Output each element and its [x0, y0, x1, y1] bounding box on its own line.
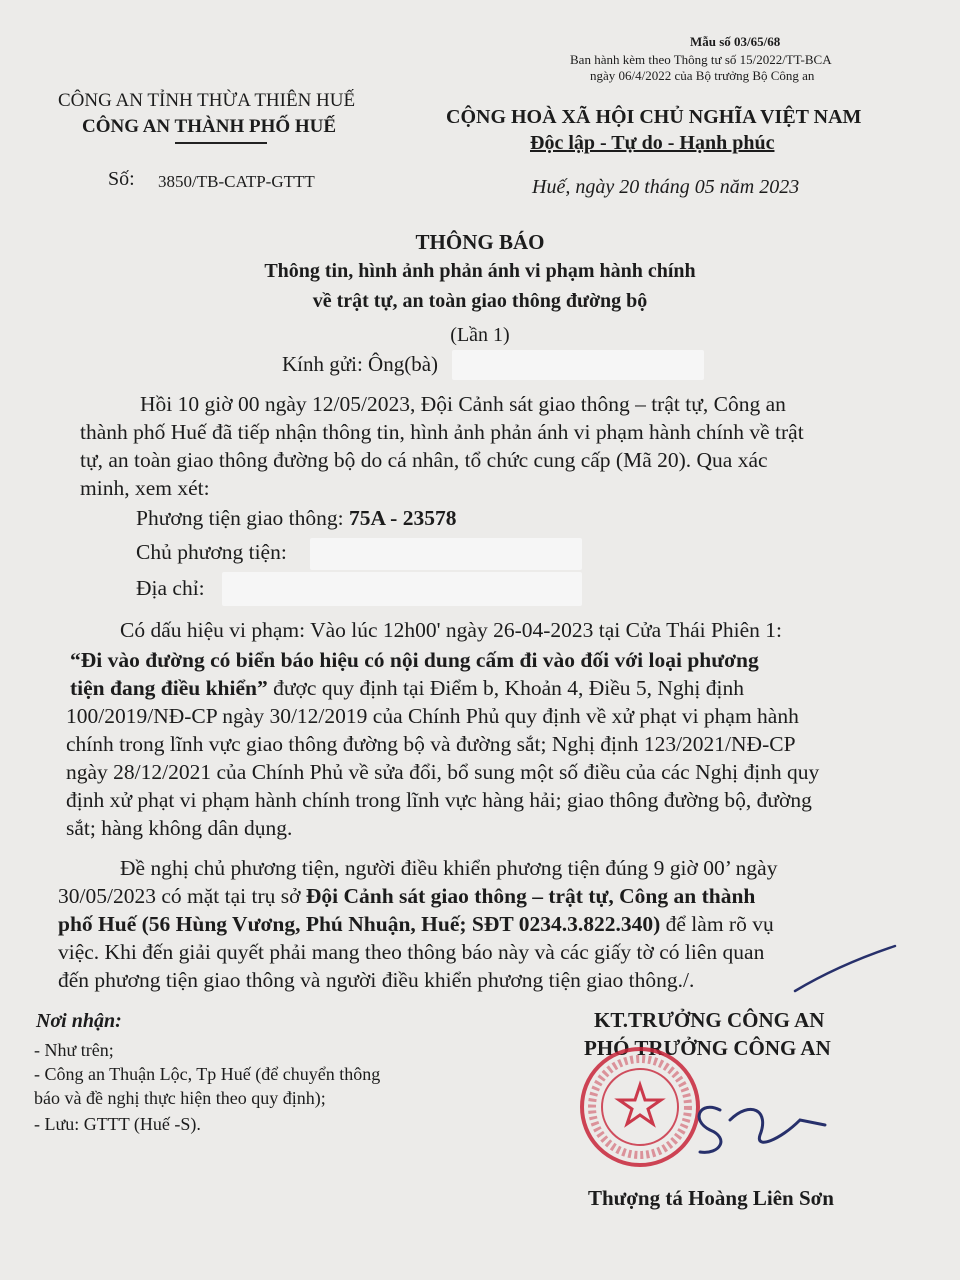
nation-name: CỘNG HOÀ XÃ HỘI CHỦ NGHĨA VIỆT NAM: [446, 106, 862, 128]
recipient-item: - Lưu: GTTT (Huế -S).: [34, 1114, 201, 1134]
request-bold: Đội Cảnh sát giao thông – trật tự, Công an thành: [305, 884, 756, 908]
agency-name: CÔNG AN THÀNH PHỐ HUẾ: [82, 116, 337, 137]
agency-parent: CÔNG AN TỈNH THỪA THIÊN HUẾ: [58, 90, 356, 111]
intro-line: Hồi 10 giờ 00 ngày 12/05/2023, Đội Cảnh sát giao thông – trật tự, Công an: [140, 392, 786, 416]
agency-underline: [175, 142, 267, 144]
violation-line: Có dấu hiệu vi phạm: Vào lúc 12h00' ngày 26-04-2023 tại Cửa Thái Phiên 1:: [120, 618, 783, 642]
nation-motto: Độc lập - Tự do - Hạnh phúc: [530, 132, 775, 154]
place-date: Huế, ngày 20 tháng 05 năm 2023: [532, 176, 800, 198]
recipient-item: báo và đề nghị thực hiện theo quy định);: [34, 1088, 326, 1108]
notice-subtitle-2: về trật tự, an toàn giao thông đường bộ: [312, 290, 648, 312]
request-rest: để làm rõ vụ: [660, 912, 774, 936]
violation-line: “Đi vào đường có biển báo hiệu có nội dung cấm đi vào đối với loại phương: [70, 648, 759, 672]
intro-line: tự, an toàn giao thông đường bộ do cá nhân, tổ chức cung cấp (Mã 20). Qua xác: [80, 448, 768, 472]
pen-mark-icon: [790, 936, 900, 996]
notice-subtitle-1: Thông tin, hình ảnh phản ánh vi phạm hành chính: [264, 260, 696, 282]
form-number: Mẫu số 03/65/68: [690, 34, 781, 49]
violation-line: chính trong lĩnh vực giao thông đường bộ và đường sắt; Nghị định 123/2021/NĐ-CP: [66, 732, 796, 756]
violation-line: sắt; hàng không dân dụng.: [66, 816, 293, 840]
recipients-label: Nơi nhận:: [36, 1010, 122, 1032]
request-line: [58, 912, 774, 937]
vehicle-owner-label: Chủ phương tiện:: [136, 540, 287, 564]
redacted-recipient: [452, 350, 704, 380]
violation-line: [70, 676, 744, 701]
intro-line: minh, xem xét:: [80, 476, 210, 500]
intro-line: thành phố Huế đã tiếp nhận thông tin, hình ảnh phản ánh vi phạm hành chính về trật: [80, 420, 804, 444]
vehicle-plate-row: [136, 506, 456, 531]
signature-title-1: KT.TRƯỞNG CÔNG AN: [594, 1008, 825, 1032]
request-bold: phố Huế (56 Hùng Vương, Phú Nhuận, Huế; SĐT 0234.3.822.340): [58, 912, 661, 936]
violation-bold: tiện đang điều khiển”: [70, 676, 268, 700]
recipient-label: Kính gửi: Ông(bà): [282, 352, 439, 376]
notice-title: THÔNG BÁO: [415, 230, 545, 254]
vehicle-plate-label: Phương tiện giao thông:: [136, 506, 344, 530]
violation-line: định xử phạt vi phạm hành chính trong lĩnh vực hàng hải; giao thông đường bộ, đường: [66, 788, 812, 812]
handwritten-signature-icon: [660, 1080, 840, 1170]
violation-rest: được quy định tại Điểm b, Khoản 4, Điều 5, Nghị định: [267, 676, 745, 700]
doc-number-label: Số:: [108, 168, 135, 190]
request-line: [58, 884, 755, 909]
request-plain: 30/05/2023 có mặt tại trụ sở: [58, 884, 306, 908]
notice-round: (Lần 1): [450, 324, 510, 346]
redacted-address: [222, 572, 582, 606]
violation-line: ngày 28/12/2021 của Chính Phủ về sửa đổi, bổ sung một số điều của các Nghị định quy: [66, 760, 820, 784]
recipient-item: - Như trên;: [34, 1040, 114, 1060]
signature-title-2: PHÓ TRƯỞNG CÔNG AN: [584, 1036, 831, 1060]
request-line: đến phương tiện giao thông và người điều khiển phương tiện giao thông./.: [58, 968, 695, 992]
signer-name: Thượng tá Hoàng Liên Sơn: [588, 1186, 834, 1210]
recipient-item: - Công an Thuận Lộc, Tp Huế (để chuyển thông: [34, 1064, 381, 1084]
violation-line: 100/2019/NĐ-CP ngày 30/12/2019 của Chính Phủ quy định về xử phạt vi phạm hành: [66, 704, 799, 728]
doc-number: 3850/TB-CATP-GTTT: [158, 172, 315, 191]
redacted-owner: [310, 538, 582, 570]
vehicle-plate: 75A - 23578: [348, 506, 457, 530]
form-issued-with: Ban hành kèm theo Thông tư số 15/2022/TT-BCA: [570, 52, 832, 67]
form-issued-date: ngày 06/4/2022 của Bộ trưởng Bộ Công an: [590, 68, 815, 83]
request-line: Đề nghị chủ phương tiện, người điều khiển phương tiện đúng 9 giờ 00’ ngày: [120, 856, 778, 880]
request-line: việc. Khi đến giải quyết phải mang theo thông báo này và các giấy tờ có liên quan: [58, 940, 765, 964]
vehicle-address-label: Địa chỉ:: [136, 576, 205, 600]
